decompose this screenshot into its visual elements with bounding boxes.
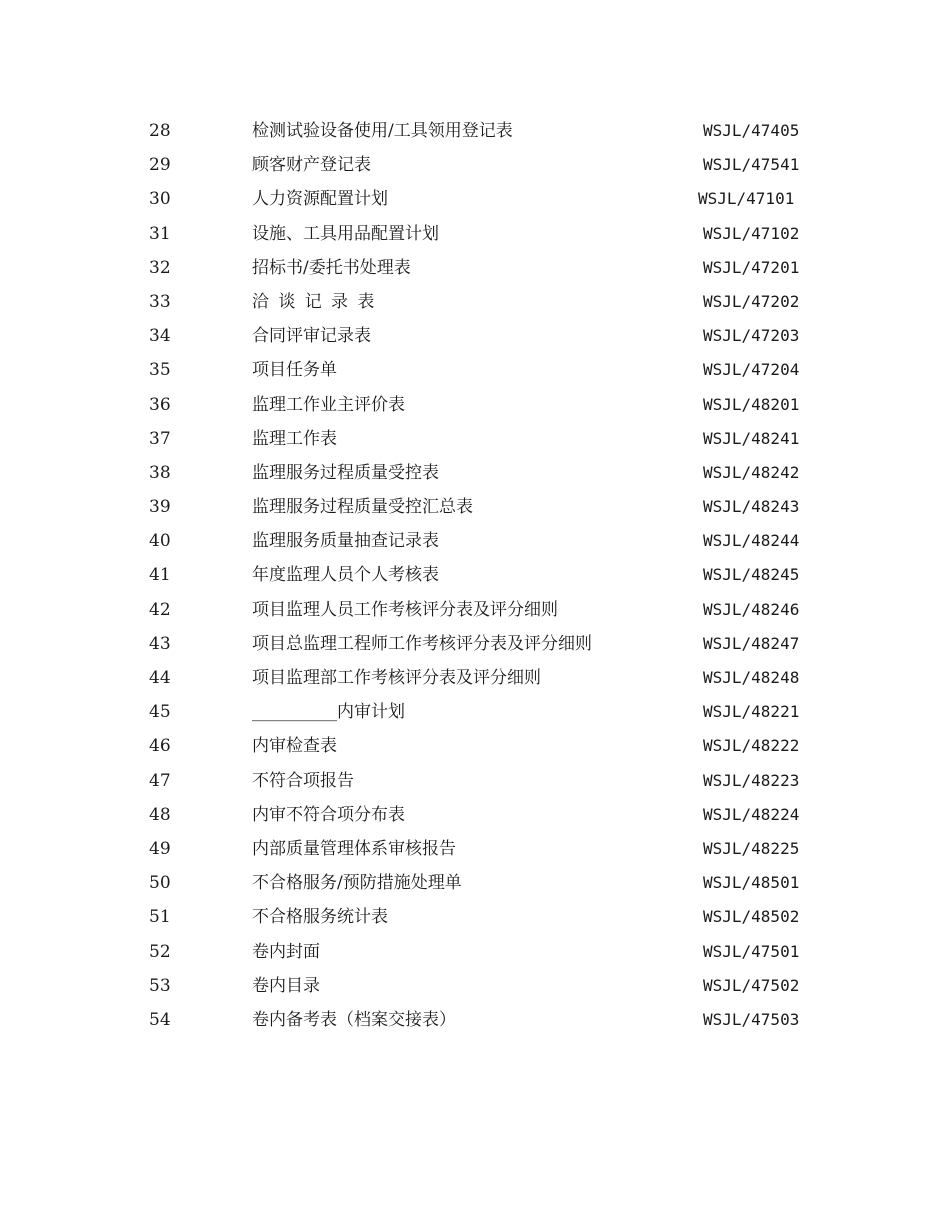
item-number: 46 bbox=[149, 736, 171, 757]
item-number: 52 bbox=[149, 941, 171, 962]
item-title: 内审不符合项分布表 bbox=[252, 804, 405, 825]
item-number: 41 bbox=[149, 565, 171, 586]
item-number: 53 bbox=[149, 975, 171, 996]
item-number: 31 bbox=[149, 223, 171, 244]
item-title: 合同评审记录表 bbox=[252, 326, 371, 347]
item-number: 28 bbox=[149, 121, 171, 141]
list-item bbox=[0, 969, 950, 1003]
item-code: WSJL/48221 bbox=[703, 702, 800, 722]
item-title: 不合格服务统计表 bbox=[252, 907, 388, 928]
item-code: WSJL/48502 bbox=[703, 907, 800, 927]
list-item bbox=[0, 182, 950, 216]
item-code: WSJL/47541 bbox=[703, 155, 800, 175]
item-number: 48 bbox=[149, 804, 171, 825]
item-code: WSJL/47101 bbox=[698, 189, 795, 209]
list-item bbox=[0, 285, 950, 319]
item-title: 内审检查表 bbox=[252, 736, 337, 757]
list-item bbox=[0, 695, 950, 729]
item-code: WSJL/48501 bbox=[703, 873, 800, 893]
item-code: WSJL/48223 bbox=[703, 770, 800, 790]
item-number: 35 bbox=[149, 360, 171, 381]
item-code: WSJL/47102 bbox=[703, 223, 800, 243]
item-number: 38 bbox=[149, 462, 171, 483]
list-item bbox=[0, 661, 950, 695]
item-title: 卷内备考表（档案交接表） bbox=[252, 1009, 456, 1030]
item-number: 44 bbox=[149, 668, 171, 688]
item-title: 监理工作表 bbox=[252, 428, 337, 449]
item-code: WSJL/47201 bbox=[703, 257, 800, 277]
item-number: 37 bbox=[149, 428, 171, 449]
item-code: WSJL/48241 bbox=[703, 428, 800, 448]
list-item bbox=[0, 866, 950, 900]
item-title: 项目总监理工程师工作考核评分表及评分细则 bbox=[252, 633, 592, 654]
list-item bbox=[0, 490, 950, 524]
item-title: 项目任务单 bbox=[252, 360, 337, 381]
item-code: WSJL/48242 bbox=[703, 462, 800, 482]
item-number: 29 bbox=[149, 155, 171, 176]
item-number: 33 bbox=[149, 291, 171, 312]
item-title: 设施、工具用品配置计划 bbox=[252, 223, 439, 244]
item-title: 监理服务过程质量受控表 bbox=[252, 462, 439, 483]
list-item bbox=[0, 935, 950, 969]
list-item bbox=[0, 764, 950, 798]
item-number: 34 bbox=[149, 326, 171, 347]
item-title: 招标书/委托书处理表 bbox=[252, 257, 411, 278]
item-title: 内部质量管理体系审核报告 bbox=[252, 838, 456, 859]
item-title: 项目监理部工作考核评分表及评分细则 bbox=[252, 668, 541, 688]
list-item bbox=[0, 388, 950, 422]
item-code: WSJL/48225 bbox=[703, 838, 800, 858]
item-title: 洽谈记录表 bbox=[252, 291, 384, 312]
item-code: WSJL/48222 bbox=[703, 736, 800, 756]
list-item bbox=[0, 832, 950, 866]
list-item bbox=[0, 217, 950, 251]
item-code: WSJL/47503 bbox=[703, 1009, 800, 1029]
list-item bbox=[0, 353, 950, 387]
item-code: WSJL/48243 bbox=[703, 497, 800, 517]
list-item bbox=[0, 798, 950, 832]
item-number: 54 bbox=[149, 1009, 171, 1030]
item-title: __________内审计划 bbox=[252, 702, 405, 723]
list-item bbox=[0, 456, 950, 490]
item-code: WSJL/47202 bbox=[703, 291, 800, 311]
list-item bbox=[0, 729, 950, 763]
list-item bbox=[0, 1003, 950, 1037]
item-number: 32 bbox=[149, 257, 171, 278]
item-title: 卷内封面 bbox=[252, 941, 320, 962]
item-code: WSJL/47405 bbox=[703, 121, 800, 140]
item-number: 39 bbox=[149, 497, 171, 518]
item-code: WSJL/47204 bbox=[703, 360, 800, 380]
item-code: WSJL/48245 bbox=[703, 565, 800, 585]
item-code: WSJL/48224 bbox=[703, 804, 800, 824]
item-title: 项目监理人员工作考核评分表及评分细则 bbox=[252, 599, 558, 620]
list-item bbox=[0, 251, 950, 285]
item-number: 45 bbox=[149, 702, 171, 723]
list-item bbox=[0, 558, 950, 592]
list-item bbox=[0, 524, 950, 558]
item-number: 47 bbox=[149, 770, 171, 791]
item-code: WSJL/47203 bbox=[703, 326, 800, 346]
item-title: 不合格服务/预防措施处理单 bbox=[252, 873, 462, 894]
item-code: WSJL/48246 bbox=[703, 599, 800, 619]
form-list bbox=[0, 114, 950, 1037]
item-number: 49 bbox=[149, 838, 171, 859]
item-code: WSJL/48247 bbox=[703, 633, 800, 653]
item-title: 检测试验设备使用/工具领用登记表 bbox=[252, 121, 513, 141]
item-title: 卷内目录 bbox=[252, 975, 320, 996]
list-item bbox=[0, 422, 950, 456]
item-code: WSJL/47501 bbox=[703, 941, 800, 961]
item-number: 30 bbox=[149, 189, 171, 210]
item-code: WSJL/48201 bbox=[703, 394, 800, 414]
list-item bbox=[0, 627, 950, 661]
item-title: 人力资源配置计划 bbox=[252, 189, 388, 210]
list-item bbox=[0, 319, 950, 353]
item-number: 40 bbox=[149, 531, 171, 552]
list-item bbox=[0, 148, 950, 182]
item-number: 43 bbox=[149, 633, 171, 654]
item-title: 监理服务质量抽查记录表 bbox=[252, 531, 439, 552]
item-code: WSJL/48244 bbox=[703, 531, 800, 551]
item-title: 监理工作业主评价表 bbox=[252, 394, 405, 415]
list-item bbox=[0, 114, 950, 148]
item-title: 监理服务过程质量受控汇总表 bbox=[252, 497, 473, 518]
list-item bbox=[0, 593, 950, 627]
item-code: WSJL/48248 bbox=[703, 668, 800, 687]
item-title: 年度监理人员个人考核表 bbox=[252, 565, 439, 586]
item-number: 36 bbox=[149, 394, 171, 415]
item-title: 不符合项报告 bbox=[252, 770, 354, 791]
item-number: 50 bbox=[149, 873, 171, 894]
item-number: 51 bbox=[149, 907, 171, 928]
item-number: 42 bbox=[149, 599, 171, 620]
item-code: WSJL/47502 bbox=[703, 975, 800, 995]
list-item bbox=[0, 900, 950, 934]
item-title: 顾客财产登记表 bbox=[252, 155, 371, 176]
